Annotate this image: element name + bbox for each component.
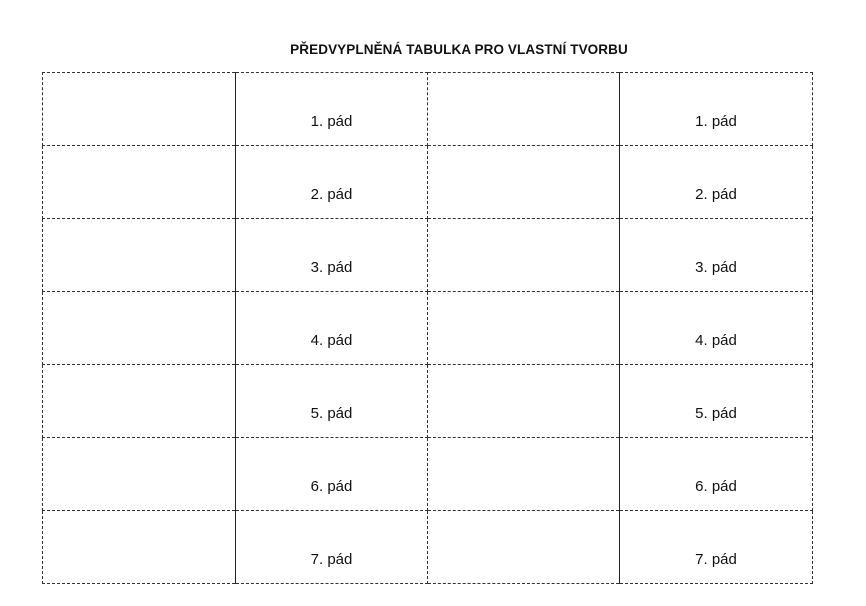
case-cell-left — [236, 365, 428, 438]
table-row — [43, 219, 813, 292]
case-cell-right — [620, 292, 813, 365]
table-row — [43, 73, 813, 146]
word-cell-left[interactable] — [43, 146, 236, 219]
case-label: 7. pád — [310, 550, 353, 568]
word-cell-left[interactable] — [43, 292, 236, 365]
word-cell-right[interactable] — [428, 292, 620, 365]
case-label: 7. pád — [695, 550, 737, 568]
page-title: PŘEDVYPLNĚNÁ TABULKA PRO VLASTNÍ TVORBU — [290, 42, 628, 57]
word-cell-right[interactable] — [428, 511, 620, 584]
declension-table — [42, 72, 813, 584]
case-cell-right — [620, 146, 813, 219]
case-label: 3. pád — [695, 258, 737, 276]
case-label: 4. pád — [695, 331, 737, 349]
case-label: 4. pád — [310, 331, 353, 349]
case-label: 3. pád — [310, 258, 353, 276]
word-cell-right[interactable] — [428, 365, 620, 438]
case-label: 6. pád — [310, 477, 353, 495]
case-cell-right — [620, 511, 813, 584]
table-row — [43, 292, 813, 365]
case-label: 6. pád — [695, 477, 737, 495]
case-label: 2. pád — [695, 185, 737, 203]
case-cell-left — [236, 292, 428, 365]
table-row — [43, 438, 813, 511]
case-cell-left — [236, 438, 428, 511]
case-cell-right — [620, 365, 813, 438]
case-cell-right — [620, 438, 813, 511]
case-cell-left — [236, 146, 428, 219]
table-row — [43, 146, 813, 219]
case-cell-left — [236, 219, 428, 292]
case-label: 5. pád — [310, 404, 353, 422]
word-cell-left[interactable] — [43, 365, 236, 438]
case-cell-right — [620, 73, 813, 146]
word-cell-left[interactable] — [43, 438, 236, 511]
case-label: 1. pád — [695, 112, 737, 130]
table-row — [43, 511, 813, 584]
word-cell-right[interactable] — [428, 219, 620, 292]
word-cell-right[interactable] — [428, 73, 620, 146]
case-cell-right — [620, 219, 813, 292]
table-row — [43, 365, 813, 438]
case-cell-left — [236, 511, 428, 584]
case-label: 2. pád — [310, 185, 353, 203]
case-cell-left — [236, 73, 428, 146]
case-label: 1. pád — [310, 112, 353, 130]
word-cell-right[interactable] — [428, 438, 620, 511]
word-cell-right[interactable] — [428, 146, 620, 219]
word-cell-left[interactable] — [43, 219, 236, 292]
case-label: 5. pád — [695, 404, 737, 422]
word-cell-left[interactable] — [43, 511, 236, 584]
word-cell-left[interactable] — [43, 73, 236, 146]
